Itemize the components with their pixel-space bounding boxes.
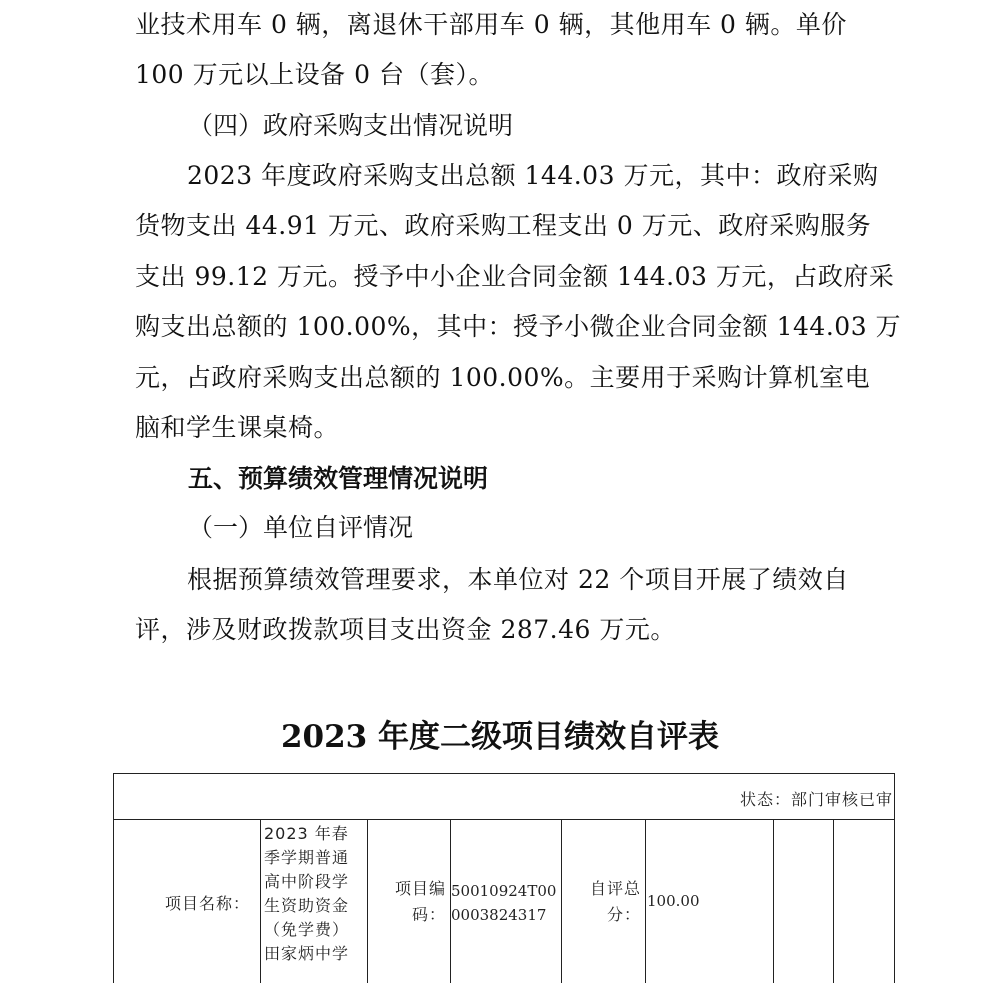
text-line: 100 万元以上设备 0 台（套）。 <box>135 60 494 90</box>
status-text: 状态：部门审核已审 <box>739 790 893 809</box>
table-border <box>894 773 895 983</box>
text-line: 脑和学生课桌椅。 <box>135 413 340 443</box>
text-line: 货物支出 44.91 万元、政府采购工程支出 0 万元、政府采购服务 <box>135 211 872 241</box>
text-line: 业技术用车 0 辆，离退休干部用车 0 辆，其他用车 0 辆。单价 <box>135 10 847 39</box>
table-border <box>833 819 834 983</box>
text-line: 根据预算绩效管理要求，本单位对 22 个项目开展了绩效自 <box>187 565 849 594</box>
project-name-value: 2023 年春季学期普通高中阶段学生资助资金（免学费）田家炳中学 <box>264 824 350 963</box>
section-heading-performance: 五、预算绩效管理情况说明 <box>188 464 489 493</box>
table-border <box>367 819 368 983</box>
table-border <box>561 819 562 983</box>
vehicle-paragraph <box>135 0 877 101</box>
project-code-value: 50010924T000003824317 <box>451 882 557 924</box>
table-border <box>113 773 895 774</box>
table-border <box>113 773 114 983</box>
self-score-label: 自评总分： <box>589 879 641 924</box>
self-score-value: 100.00 <box>647 892 700 910</box>
table-border <box>773 819 774 983</box>
section-heading-self-evaluation: （一）单位自评情况 <box>188 513 414 542</box>
text-line: 评，涉及财政拨款项目支出资金 287.46 万元。 <box>135 615 676 645</box>
evaluation-table <box>113 773 895 983</box>
procurement-paragraph <box>135 151 902 453</box>
project-name-label: 项目名称： <box>165 894 251 913</box>
table-title: 2023 年度二级项目绩效自评表 <box>280 719 720 755</box>
project-code-label: 项目编码： <box>394 879 446 924</box>
table-border <box>260 819 261 983</box>
section-heading-procurement: （四）政府采购支出情况说明 <box>188 111 514 140</box>
text-line: 2023 年度政府采购支出总额 144.03 万元，其中：政府采购 <box>187 161 879 190</box>
text-line: 支出 99.12 万元。授予中小企业合同金额 144.03 万元，占政府采 <box>135 261 895 291</box>
text-line: 元，占政府采购支出总额的 100.00%。主要用于采购计算机室电 <box>135 362 871 392</box>
table-border <box>645 819 646 983</box>
table-border <box>113 819 895 820</box>
text-line: 购支出总额的 100.00%，其中：授予小微企业合同金额 144.03 万 <box>135 312 902 342</box>
self-evaluation-paragraph <box>135 555 877 656</box>
